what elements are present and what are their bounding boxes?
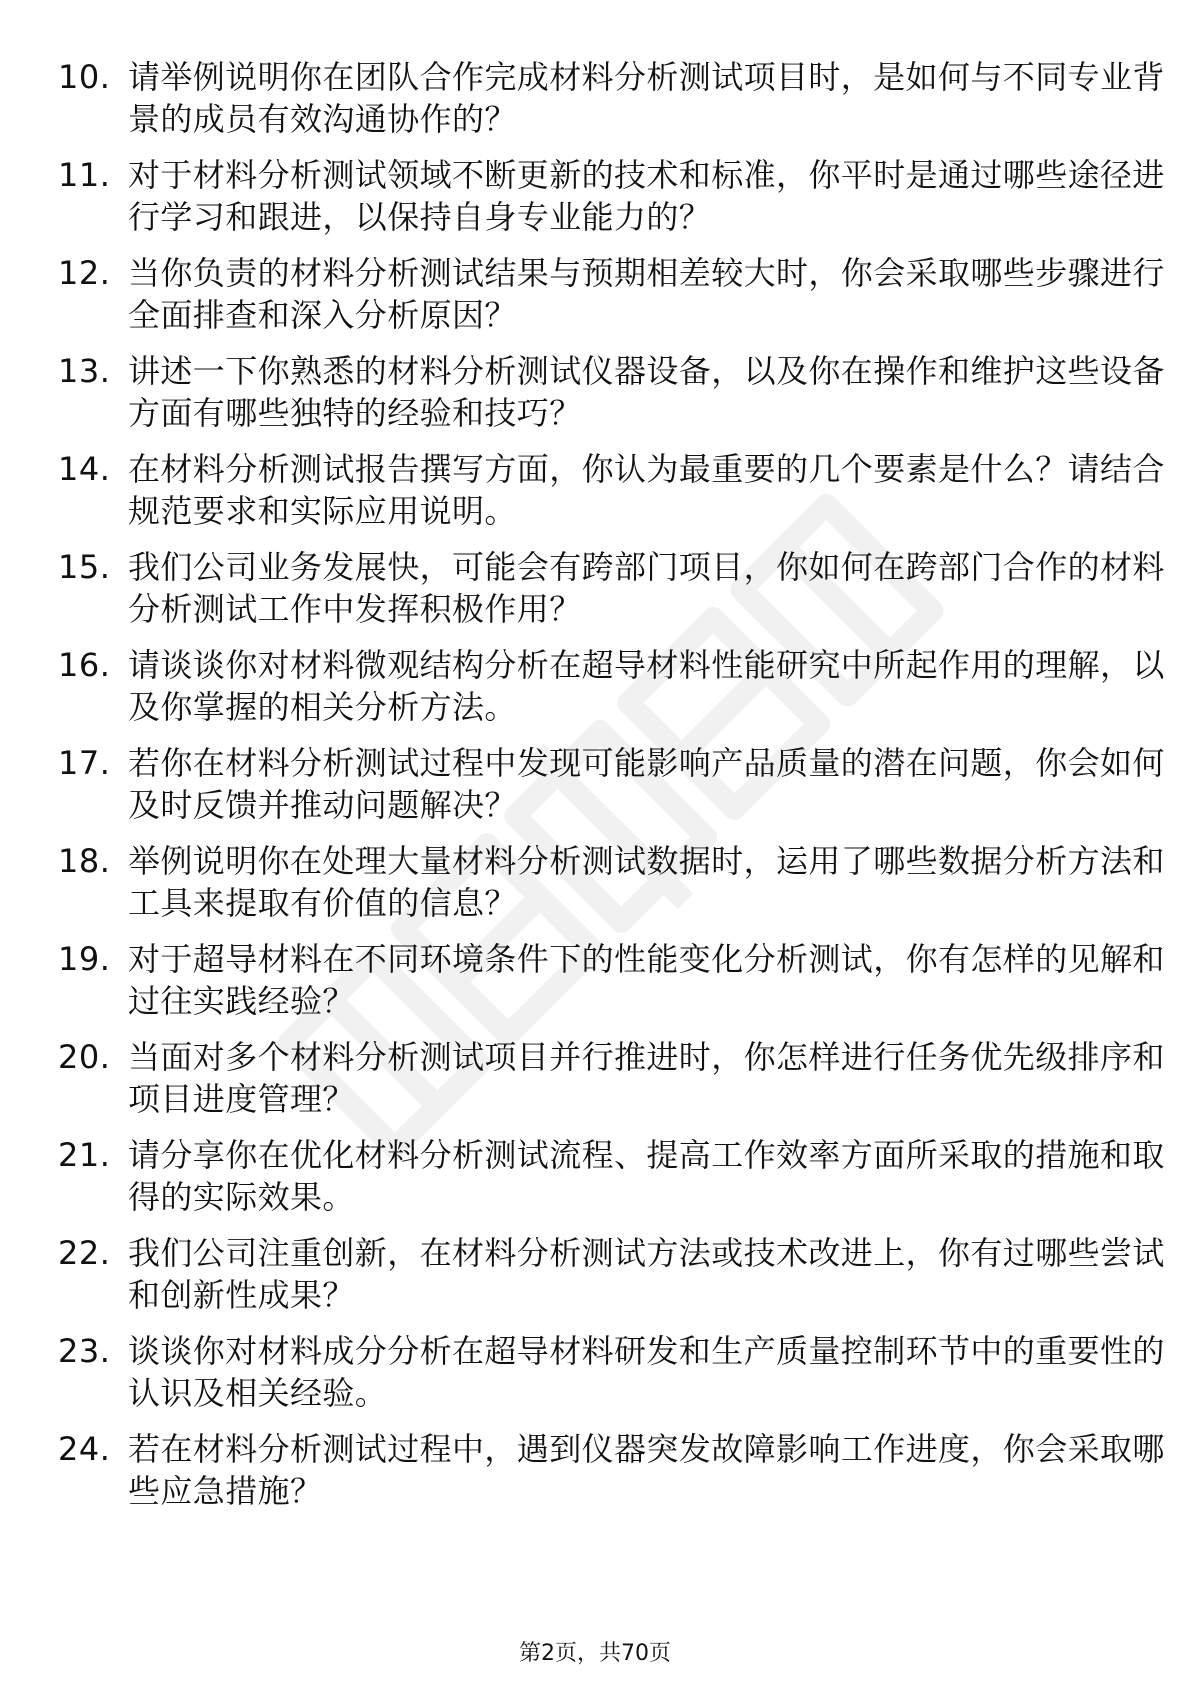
page-footer: 第2页，共70页 (519, 1641, 671, 1666)
question-item (58, 246, 1165, 344)
question-number: 11. (58, 156, 111, 194)
question-text: 请谈谈你对材料微观结构分析在超导材料性能研究中所起作用的理解，以及你掌握的相关分析方法。 (128, 646, 1165, 726)
question-number: 15. (58, 548, 111, 586)
question-text: 当面对多个材料分析测试项目并行推进时，你怎样进行任务优先级排序和项目进度管理？ (128, 1038, 1165, 1118)
question-text: 我们公司业务发展快，可能会有跨部门项目，你如何在跨部门合作的材料分析测试工作中发挥积极作用？ (128, 548, 1165, 628)
question-text: 讲述一下你熟悉的材料分析测试仪器设备，以及你在操作和维护这些设备方面有哪些独特的经验和技巧？ (128, 352, 1165, 432)
question-text: 我们公司注重创新，在材料分析测试方法或技术改进上，你有过哪些尝试和创新性成果？ (128, 1234, 1165, 1314)
question-number: 10. (58, 58, 111, 96)
question-item (58, 540, 1165, 638)
question-number: 23. (58, 1332, 111, 1370)
question-item (58, 932, 1165, 1030)
question-number: 24. (58, 1430, 111, 1468)
question-item (58, 1324, 1165, 1422)
question-list (58, 50, 1165, 1520)
question-item (58, 736, 1165, 834)
question-number: 13. (58, 352, 111, 390)
question-number: 16. (58, 646, 111, 684)
question-number: 12. (58, 254, 111, 292)
question-item (58, 1226, 1165, 1324)
question-text: 谈谈你对材料成分分析在超导材料研发和生产质量控制环节中的重要性的认识及相关经验。 (128, 1332, 1165, 1412)
question-number: 18. (58, 842, 111, 880)
question-item (58, 148, 1165, 246)
question-text: 在材料分析测试报告撰写方面，你认为最重要的几个要素是什么？请结合规范要求和实际应用说明。 (128, 450, 1165, 530)
question-text: 请分享你在优化材料分析测试流程、提高工作效率方面所采取的措施和取得的实际效果。 (128, 1136, 1165, 1216)
question-item (58, 638, 1165, 736)
question-text: 对于材料分析测试领域不断更新的技术和标准，你平时是通过哪些途径进行学习和跟进，以保持自身专业能力的？ (128, 156, 1165, 236)
question-text: 若你在材料分析测试过程中发现可能影响产品质量的潜在问题，你会如何及时反馈并推动问题解决？ (128, 744, 1165, 824)
question-number: 17. (58, 744, 111, 782)
question-text: 对于超导材料在不同环境条件下的性能变化分析测试，你有怎样的见解和过往实践经验？ (128, 940, 1165, 1020)
question-item (58, 1030, 1165, 1128)
question-text: 请举例说明你在团队合作完成材料分析测试项目时，是如何与不同专业背景的成员有效沟通协作的？ (128, 58, 1165, 138)
question-item (58, 1422, 1165, 1520)
question-item (58, 1128, 1165, 1226)
question-number: 20. (58, 1038, 111, 1076)
question-item (58, 834, 1165, 932)
question-item (58, 50, 1165, 148)
question-item (58, 344, 1165, 442)
question-text: 当你负责的材料分析测试结果与预期相差较大时，你会采取哪些步骤进行全面排查和深入分析原因？ (128, 254, 1165, 334)
question-text: 若在材料分析测试过程中，遇到仪器突发故障影响工作进度，你会采取哪些应急措施？ (128, 1430, 1165, 1510)
question-number: 14. (58, 450, 111, 488)
question-number: 22. (58, 1234, 111, 1272)
question-text: 举例说明你在处理大量材料分析测试数据时，运用了哪些数据分析方法和工具来提取有价值的信息？ (128, 842, 1165, 922)
question-number: 21. (58, 1136, 111, 1174)
question-item (58, 442, 1165, 540)
question-number: 19. (58, 940, 111, 978)
